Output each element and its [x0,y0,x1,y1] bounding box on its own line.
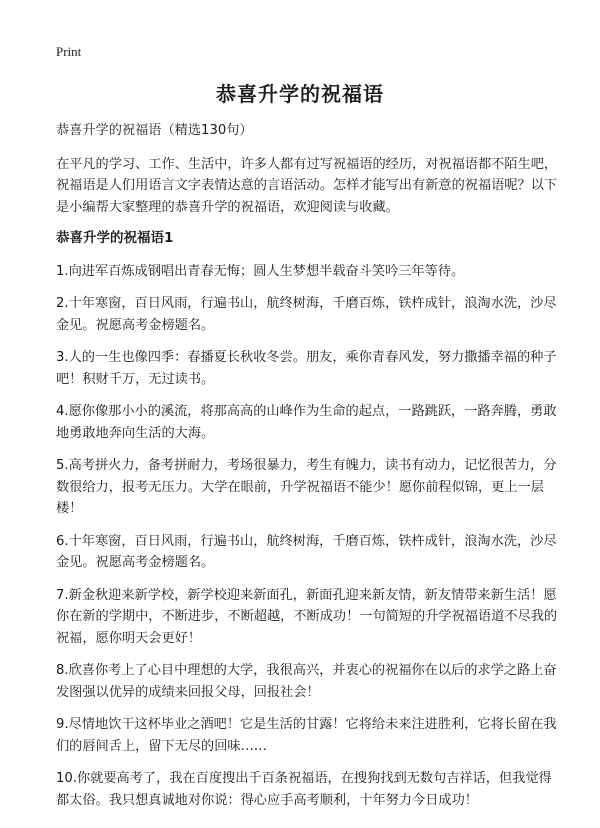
list-item: 1.向进军百炼成钢唱出青春无悔；圆人生梦想半载奋斗笑吟三年等待。 [56,263,465,279]
article-subtitle: 恭喜升学的祝福语（精选130句） [56,123,253,138]
list-item: 9.尽情地饮干这杯毕业之酒吧！它是生活的甘露！它将给未来注进胜利，它将长留在我们的唇间舌上，留下无尽的回味…… [56,717,557,754]
list-item: 10.你就要高考了，我在百度搜出千百条祝福语，在搜狗找到无数句吉祥话，但我觉得都太俗。我只想真诚地对你说：得心应手高考顺利，十年努力今日成功！ [56,771,552,808]
page-title: 恭喜升学的祝福语 [216,82,384,106]
print-link[interactable]: Print [56,44,82,59]
intro-paragraph: 在平凡的学习、工作、生活中，许多人都有过写祝福语的经历，对祝福语都不陌生吧，祝福语是人们用语言文字表情达意的言语活动。怎样才能写出有新意的祝福语呢？以下是小编帮大家整理的恭喜升学的祝福语，欢迎阅读与收藏。 [56,156,558,215]
list-item: 2.十年寒窗，百日风雨，行遍书山，航终树海，千磨百炼，铁杵成针，浪淘水洗，沙尽金见。祝愿高考金榜题名。 [56,296,557,333]
list-item: 7.新金秋迎来新学校，新学校迎来新面孔，新面孔迎来新友情，新友情带来新生活！愿你在新的学期中，不断进步，不断超越，不断成功！一句简短的升学祝福语道不尽我的祝福，愿你明天会更好！ [56,587,558,646]
list-item: 3.人的一生也像四季：春播夏长秋收冬尝。朋友，乘你青春风发，努力撒播幸福的种子吧！积财千万，无过读书。 [56,350,557,387]
section-heading: 恭喜升学的祝福语1 [56,230,174,246]
list-item: 5.高考拼火力，备考拼耐力，考场很暴力，考生有魄力，读书有动力，记忆很苦力，分数很给力，报考无压力。大学在眼前，升学祝福语不能少！愿你前程似锦，更上一层楼！ [56,458,557,516]
list-item: 4.愿你像那小小的溪流，将那高高的山峰作为生命的起点，一路跳跃，一路奔腾，勇敢地勇敢地奔向生活的大海。 [56,404,557,441]
list-item: 6.十年寒窗，百日风雨，行遍书山，航终树海，千磨百炼，铁杵成针，浪淘水洗，沙尽金见。祝愿高考金榜题名。 [56,533,557,570]
article-body [56,120,560,822]
wish-list [56,261,560,812]
list-item: 8.欣喜你考上了心目中理想的大学，我很高兴，并衷心的祝福你在以后的求学之路上奋发图强以优异的成绩来回报父母，回报社会！ [56,663,557,700]
